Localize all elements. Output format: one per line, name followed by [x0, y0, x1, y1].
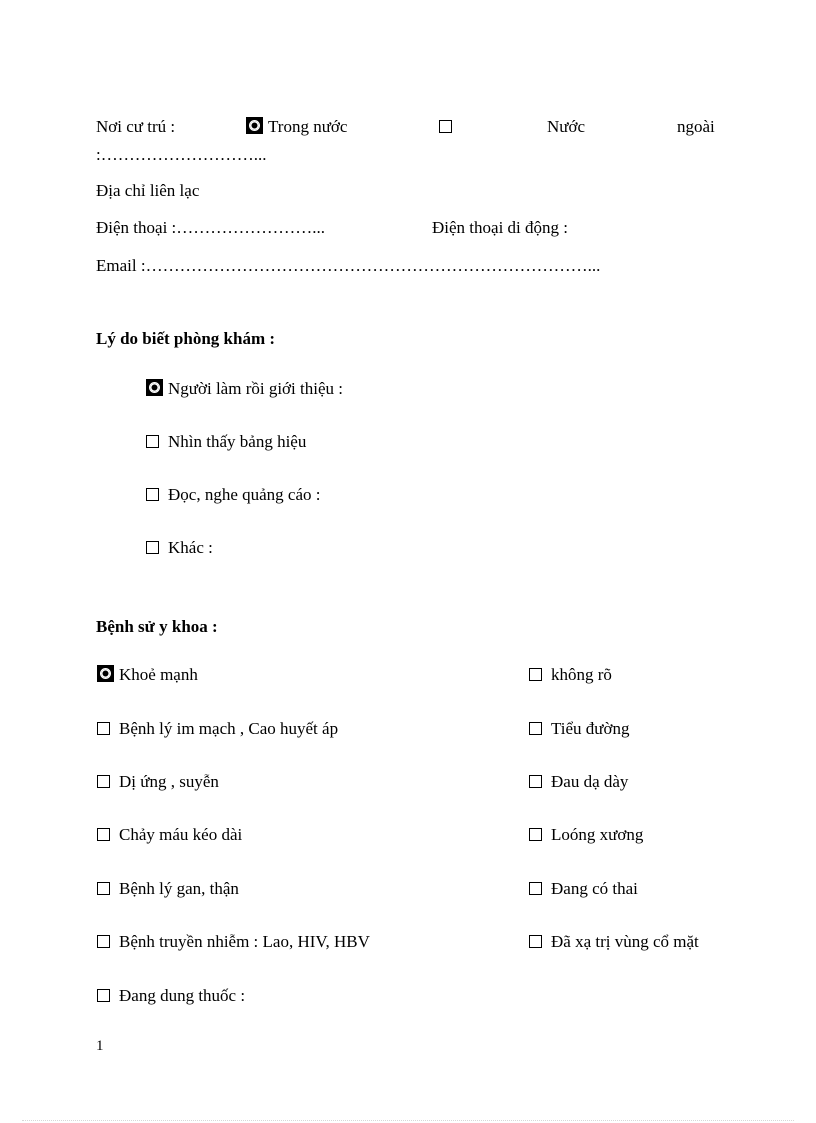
history-left-item-7[interactable] [97, 986, 245, 1006]
history-item-label: không rõ [551, 665, 612, 684]
referral-option-label: Đọc, nghe quảng cáo : [168, 485, 321, 504]
page-bottom-divider [22, 1120, 794, 1121]
history-item-label: Đang có thai [551, 879, 638, 898]
checkbox-icon[interactable] [529, 668, 542, 681]
checkbox-icon[interactable] [97, 775, 110, 788]
history-left-item-2[interactable] [97, 719, 338, 739]
radio-checked-icon[interactable] [246, 117, 263, 134]
checkbox-icon[interactable] [529, 935, 542, 948]
referral-option-3[interactable] [146, 485, 320, 505]
history-item-label: Bệnh lý im mạch , Cao huyết áp [119, 719, 339, 738]
checkbox-icon[interactable] [529, 775, 542, 788]
residence-dotted-line: :………………………... [96, 145, 267, 164]
history-left-item-6[interactable] [97, 932, 370, 952]
referral-option-label: Nhìn thấy bảng hiệu [168, 432, 307, 451]
history-right-item-5[interactable] [529, 879, 638, 899]
residence-foreign-label-b: ngoài [677, 117, 715, 136]
referral-option-1[interactable] [146, 379, 343, 399]
history-item-label: Đã xạ trị vùng cổ mặt [551, 932, 699, 951]
residence-domestic-option[interactable] [246, 117, 347, 137]
history-item-label: Khoẻ mạnh [119, 665, 198, 684]
history-left-item-1[interactable] [97, 665, 198, 685]
checkbox-icon[interactable] [97, 722, 110, 735]
history-left-item-5[interactable] [97, 879, 239, 899]
residence-foreign-label-a: Nước [547, 117, 586, 136]
history-item-label: Bệnh lý gan, thận [119, 879, 239, 898]
history-left-item-3[interactable] [97, 772, 219, 792]
history-right-item-6[interactable] [529, 932, 699, 952]
history-right-item-1[interactable] [529, 665, 612, 685]
referral-heading: Lý do biết phòng khám : [96, 329, 276, 348]
referral-option-label: Khác : [168, 538, 213, 557]
history-item-label: Bệnh truyền nhiễm : Lao, HIV, HBV [119, 932, 370, 951]
checkbox-icon[interactable] [97, 882, 110, 895]
checkbox-icon[interactable] [146, 488, 159, 501]
history-item-label: Đau dạ dày [551, 772, 629, 791]
page-number: 1 [96, 1038, 104, 1054]
history-item-label: Tiểu đường [551, 719, 630, 738]
checkbox-icon[interactable] [529, 882, 542, 895]
referral-option-4[interactable] [146, 538, 213, 558]
history-right-item-3[interactable] [529, 772, 628, 792]
checkbox-icon[interactable] [439, 120, 452, 133]
checkbox-icon[interactable] [97, 935, 110, 948]
history-right-item-4[interactable] [529, 825, 643, 845]
radio-checked-icon[interactable] [97, 665, 114, 682]
history-item-label: Dị ứng , suyễn [119, 772, 219, 791]
residence-foreign-checkbox[interactable] [439, 117, 461, 137]
referral-option-label: Người làm rồi giới thiệu : [168, 379, 343, 398]
residence-label: Nơi cư trú : [96, 117, 176, 136]
history-left-item-4[interactable] [97, 825, 242, 845]
checkbox-icon[interactable] [146, 435, 159, 448]
phone-label: Điện thoại :……………………... [96, 218, 326, 237]
checkbox-icon[interactable] [97, 989, 110, 1002]
residence-domestic-label: Trong nước [268, 117, 348, 136]
mobile-phone-label: Điện thoại di động : [432, 218, 568, 237]
checkbox-icon[interactable] [97, 828, 110, 841]
checkbox-icon[interactable] [529, 722, 542, 735]
address-label: Địa chỉ liên lạc [96, 181, 200, 200]
radio-checked-icon[interactable] [146, 379, 163, 396]
history-item-label: Loóng xương [551, 825, 644, 844]
history-right-item-2[interactable] [529, 719, 630, 739]
history-heading: Bệnh sử y khoa : [96, 617, 218, 636]
checkbox-icon[interactable] [529, 828, 542, 841]
email-label: Email :……………………………………………………………………... [96, 256, 601, 275]
referral-option-2[interactable] [146, 432, 306, 452]
checkbox-icon[interactable] [146, 541, 159, 554]
history-item-label: Chảy máu kéo dài [119, 825, 243, 844]
history-item-label: Đang dung thuốc : [119, 986, 246, 1005]
